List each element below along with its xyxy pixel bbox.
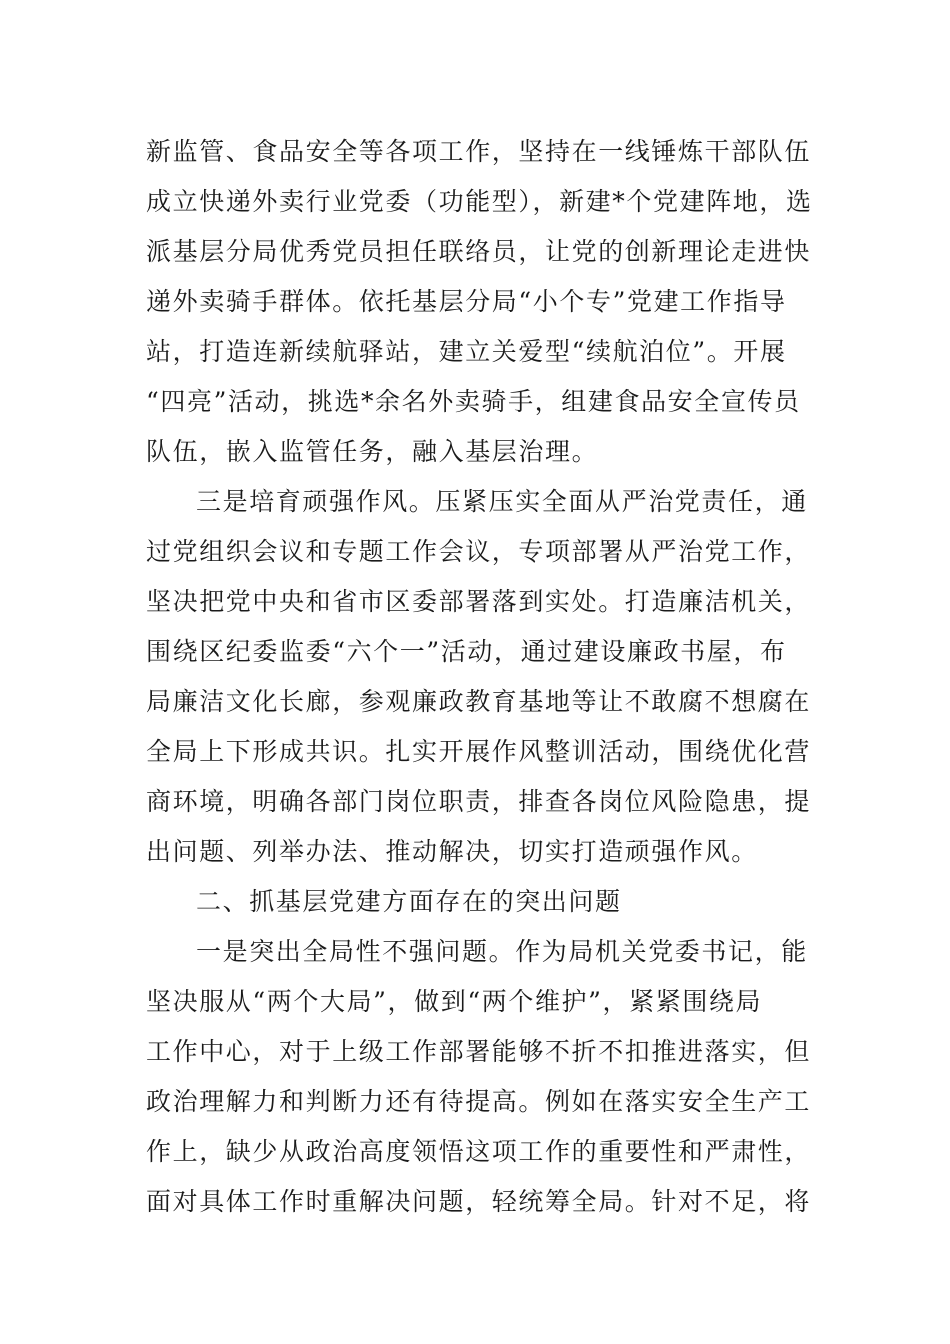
paragraph-2-line-3: 坚决把党中央和省市区委部署落到实处。打造廉洁机关，: [146, 587, 812, 616]
paragraph-2-line-5: 局廉洁文化长廊，参观廉政教育基地等让不敢腐不想腐在: [146, 687, 812, 716]
paragraph-2-line-1: 三是培育顽强作风。压紧压实全面从严治党责任，通: [196, 487, 808, 516]
paragraph-1-line-6: “四亮”活动，挑选*余名外卖骑手，组建食品安全宣传员: [146, 387, 801, 416]
paragraph-1-line-1: 新监管、食品安全等各项工作，坚持在一线锤炼干部队伍: [146, 137, 812, 166]
paragraph-1-line-7: 队伍，嵌入监管任务，融入基层治理。: [146, 437, 599, 466]
paragraph-2-line-6: 全局上下形成共识。扎实开展作风整训活动，围绕优化营: [146, 737, 812, 766]
paragraph-2-line-4: 围绕区纪委监委“六个一”活动，通过建设廉政书屋，布: [146, 637, 787, 666]
paragraph-2-line-8: 出问题、列举办法、推动解决，切实打造顽强作风。: [146, 837, 758, 866]
paragraph-1-line-2: 成立快递外卖行业党委（功能型），新建*个党建阵地，选: [146, 187, 813, 216]
paragraph-1-line-5: 站，打造连新续航驿站，建立关爱型“续航泊位”。开展: [146, 337, 787, 366]
paragraph-3-line-4: 政治理解力和判断力还有待提高。例如在落实安全生产工: [146, 1087, 812, 1116]
paragraph-2-line-7: 商环境，明确各部门岗位职责，排查各岗位风险隐患，提: [146, 787, 812, 816]
section-heading: 二、抓基层党建方面存在的突出问题: [196, 887, 622, 916]
paragraph-3-line-2: 坚决服从“两个大局”，做到“两个维护”，紧紧围绕局: [146, 987, 763, 1016]
paragraph-3-line-1: 一是突出全局性不强问题。作为局机关党委书记，能: [196, 937, 808, 966]
paragraph-1-line-4: 递外卖骑手群体。依托基层分局“小个专”党建工作指导: [146, 287, 787, 316]
paragraph-2-line-2: 过党组织会议和专题工作会议，专项部署从严治党工作，: [146, 537, 812, 566]
paragraph-3-line-6: 面对具体工作时重解决问题，轻统筹全局。针对不足，将: [146, 1187, 812, 1216]
paragraph-1-line-3: 派基层分局优秀党员担任联络员，让党的创新理论走进快: [146, 237, 812, 266]
paragraph-3-line-3: 工作中心，对于上级工作部署能够不折不扣推进落实，但: [146, 1037, 812, 1066]
paragraph-3-line-5: 作上，缺少从政治高度领悟这项工作的重要性和严肃性，: [146, 1137, 812, 1166]
